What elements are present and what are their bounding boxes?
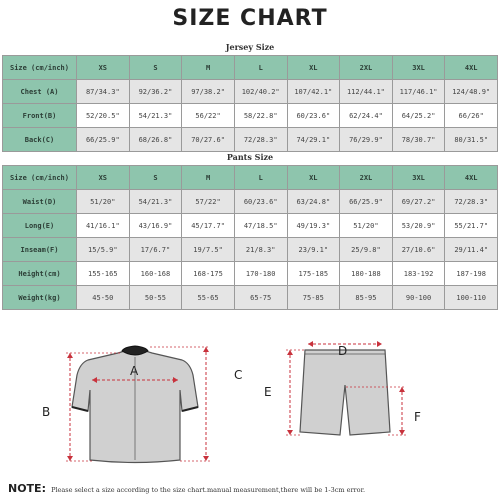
pants-size-table <box>2 165 498 310</box>
table-cell: 180-188 <box>340 262 393 286</box>
table-cell: 49/19.3" <box>287 214 340 238</box>
header-size-cell: 3XL <box>392 56 445 80</box>
table-cell: 45/17.7" <box>182 214 235 238</box>
note-text: Please select a size according to the size chart.manual measurement,there will be 1-3cm error. <box>51 486 366 494</box>
row-label: Front(B) <box>3 104 77 128</box>
table-cell: 60/23.6" <box>287 104 340 128</box>
table-cell: 78/30.7" <box>392 128 445 152</box>
table-cell: 65-75 <box>234 286 287 310</box>
pants-illustration <box>260 340 430 470</box>
table-cell: 27/10.6" <box>392 238 445 262</box>
table-cell: 51/20" <box>340 214 393 238</box>
header-size-label: Size (cm/inch) <box>3 166 77 190</box>
table-cell: 70/27.6" <box>182 128 235 152</box>
table-header-row <box>3 166 498 190</box>
header-size-cell: 3XL <box>392 166 445 190</box>
table-cell: 64/25.2" <box>392 104 445 128</box>
table-cell: 92/36.2" <box>129 80 182 104</box>
page-title: SIZE CHART <box>172 6 328 31</box>
table-cell: 160-168 <box>129 262 182 286</box>
table-cell: 107/42.1" <box>287 80 340 104</box>
table-cell: 74/29.1" <box>287 128 340 152</box>
table-cell: 97/38.2" <box>182 80 235 104</box>
table-cell: 54/21.3" <box>129 104 182 128</box>
header-size-cell: 2XL <box>340 56 393 80</box>
jersey-section-title: Jersey Size <box>225 42 275 52</box>
row-label: Waist(D) <box>3 190 77 214</box>
header-size-cell: S <box>129 56 182 80</box>
table-cell: 75-85 <box>287 286 340 310</box>
table-cell: 43/16.9" <box>129 214 182 238</box>
note-label: NOTE: <box>8 482 46 495</box>
table-cell: 170-180 <box>234 262 287 286</box>
header-size-cell: 2XL <box>340 166 393 190</box>
header-size-cell: M <box>182 166 235 190</box>
table-cell: 168-175 <box>182 262 235 286</box>
header-size-cell: XS <box>77 56 130 80</box>
table-row <box>3 128 498 152</box>
table-cell: 66/25.9" <box>77 128 130 152</box>
long-label-e: E <box>264 385 272 399</box>
table-row <box>3 238 498 262</box>
table-cell: 23/9.1" <box>287 238 340 262</box>
chest-label-a: A <box>130 364 139 378</box>
table-cell: 54/21.3" <box>129 190 182 214</box>
table-cell: 21/8.3" <box>234 238 287 262</box>
table-header-row <box>3 56 498 80</box>
table-cell: 55/21.7" <box>445 214 498 238</box>
header-size-cell: 4XL <box>445 56 498 80</box>
table-cell: 51/20" <box>77 190 130 214</box>
table-row <box>3 104 498 128</box>
header-size-label: Size (cm/inch) <box>3 56 77 80</box>
table-cell: 80/31.5" <box>445 128 498 152</box>
front-label-b: B <box>42 405 51 419</box>
table-cell: 87/34.3" <box>77 80 130 104</box>
table-row <box>3 286 498 310</box>
table-cell: 45-50 <box>77 286 130 310</box>
header-size-cell: L <box>234 56 287 80</box>
table-cell: 76/29.9" <box>340 128 393 152</box>
table-cell: 72/28.3" <box>445 190 498 214</box>
table-cell: 63/24.8" <box>287 190 340 214</box>
table-cell: 50-55 <box>129 286 182 310</box>
table-cell: 66/25.9" <box>340 190 393 214</box>
table-cell: 66/26" <box>445 104 498 128</box>
table-cell: 60/23.6" <box>234 190 287 214</box>
table-cell: 155-165 <box>77 262 130 286</box>
table-cell: 25/9.8" <box>340 238 393 262</box>
table-cell: 17/6.7" <box>129 238 182 262</box>
table-row <box>3 190 498 214</box>
header-size-cell: M <box>182 56 235 80</box>
table-cell: 112/44.1" <box>340 80 393 104</box>
table-cell: 68/26.8" <box>129 128 182 152</box>
row-label: Inseam(F) <box>3 238 77 262</box>
table-cell: 69/27.2" <box>392 190 445 214</box>
header-size-cell: 4XL <box>445 166 498 190</box>
header-size-cell: XS <box>77 166 130 190</box>
table-cell: 85-95 <box>340 286 393 310</box>
table-cell: 52/20.5" <box>77 104 130 128</box>
row-label: Weight(kg) <box>3 286 77 310</box>
table-cell: 100-110 <box>445 286 498 310</box>
header-size-cell: XL <box>287 166 340 190</box>
table-cell: 62/24.4" <box>340 104 393 128</box>
back-label-c: C <box>234 368 243 382</box>
table-cell: 56/22" <box>182 104 235 128</box>
header-size-cell: S <box>129 166 182 190</box>
row-label: Back(C) <box>3 128 77 152</box>
table-row <box>3 80 498 104</box>
table-cell: 57/22" <box>182 190 235 214</box>
table-cell: 53/20.9" <box>392 214 445 238</box>
table-cell: 19/7.5" <box>182 238 235 262</box>
table-cell: 90-100 <box>392 286 445 310</box>
table-cell: 187-198 <box>445 262 498 286</box>
table-row <box>3 214 498 238</box>
table-cell: 15/5.9" <box>77 238 130 262</box>
table-cell: 29/11.4" <box>445 238 498 262</box>
header-size-cell: L <box>234 166 287 190</box>
waist-label-d: D <box>338 344 348 358</box>
header-size-cell: XL <box>287 56 340 80</box>
table-cell: 58/22.8" <box>234 104 287 128</box>
table-row <box>3 262 498 286</box>
table-cell: 183-192 <box>392 262 445 286</box>
row-label: Chest (A) <box>3 80 77 104</box>
table-cell: 47/18.5" <box>234 214 287 238</box>
table-cell: 117/46.1" <box>392 80 445 104</box>
table-cell: 102/40.2" <box>234 80 287 104</box>
table-cell: 175-185 <box>287 262 340 286</box>
row-label: Long(E) <box>3 214 77 238</box>
table-cell: 41/16.1" <box>77 214 130 238</box>
inseam-label-f: F <box>414 410 421 424</box>
row-label: Height(cm) <box>3 262 77 286</box>
table-cell: 124/48.9" <box>445 80 498 104</box>
table-cell: 72/28.3" <box>234 128 287 152</box>
jersey-size-table <box>2 55 498 152</box>
note <box>8 477 498 496</box>
pants-section-title: Pants Size <box>226 152 274 162</box>
table-cell: 55-65 <box>182 286 235 310</box>
